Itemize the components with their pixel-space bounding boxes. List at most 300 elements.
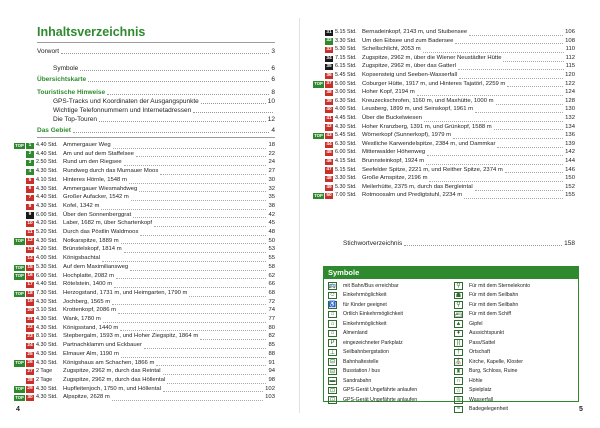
tour-number-badge: 49 — [326, 184, 332, 190]
tour-title: Um den Eibsee und zum Badersee — [362, 37, 454, 44]
tour-number-badge: 8 — [26, 204, 34, 210]
tour-entry[interactable] — [313, 38, 575, 46]
tour-number-badge: 31 — [326, 29, 332, 35]
toc-entry-page: 6 — [271, 65, 275, 72]
tour-page: 24 — [268, 159, 275, 166]
tour-page: 50 — [268, 237, 275, 244]
church-icon: ⛪ — [454, 359, 463, 366]
tour-number-badge: 46 — [326, 158, 332, 164]
train-alt-icon: ⚲ — [454, 301, 463, 309]
toc-entry[interactable] — [37, 88, 275, 97]
tour-duration: 5.30 Std. — [335, 183, 357, 190]
tour-duration: 3.00 Std. — [335, 89, 357, 96]
tour-entry[interactable] — [313, 141, 575, 149]
symbol-legend-label: Badegelegenheit — [469, 406, 508, 413]
leader-dots — [113, 144, 267, 149]
tour-duration: 4.40 Std. — [36, 281, 58, 288]
tour-title: Seefelder Spitze, 2221 m, und Reither Spitze, 2374 m — [362, 166, 503, 173]
tour-title: Wank, 1780 m — [63, 316, 101, 322]
tour-number-badge: 47 — [326, 167, 332, 173]
tour-duration: 4.45 Std. — [335, 115, 357, 121]
tour-duration: 4.10 Std. — [36, 176, 58, 183]
toc-entry-label: Die Top-Touren — [53, 116, 97, 123]
tour-number-badge: 35 — [326, 64, 332, 70]
tour-entry[interactable] — [313, 149, 575, 157]
person-icon: ☗ — [455, 292, 462, 299]
tour-page: 110 — [565, 46, 575, 53]
child-stroller-icon: ♿ — [328, 302, 337, 309]
tour-page: 30 — [268, 176, 275, 183]
tour-entry[interactable] — [14, 142, 275, 150]
tour-number-badge: 7 — [26, 195, 34, 201]
symbol-legend-label: Für mit dem Schiff — [469, 311, 511, 318]
tour-page: 77 — [268, 316, 275, 322]
tour-number-badge: 22 — [27, 325, 33, 331]
tour-number-badge: 37 — [326, 81, 332, 87]
symbol-legend-label: Für mit dem Sternelekonto — [469, 282, 531, 289]
tour-duration: 5.20 Std. — [36, 229, 58, 235]
tour-page: 53 — [268, 246, 275, 253]
summit-icon: ▲ — [455, 320, 462, 327]
tour-entry[interactable] — [313, 115, 575, 123]
tour-number-badge: 10 — [27, 221, 33, 226]
symbol-legend-row — [328, 367, 453, 377]
symbol-legend-row — [328, 376, 453, 386]
tour-number-badge: 33 — [326, 46, 332, 52]
symbol-legend-row — [328, 329, 453, 339]
badge-spacer — [14, 212, 25, 218]
tour-entry[interactable] — [14, 394, 275, 402]
tour-entry[interactable] — [313, 81, 575, 89]
toc-entry-label: Wichtige Telefonnummern und Internetadressen — [53, 107, 192, 114]
tour-number-badge: 42 — [326, 124, 332, 130]
tour-title: Stepbergalm, 1593 m, und Hoher Ziegspitz, 1864 m — [63, 333, 199, 340]
tour-duration: 8.10 Std. — [36, 333, 58, 340]
badge-spacer — [14, 169, 25, 175]
top-tour-badge: TOP — [15, 273, 24, 279]
tour-entry[interactable] — [14, 238, 275, 246]
tour-number-badge: 41 — [326, 115, 332, 121]
tour-number-badge: 11 — [27, 229, 33, 235]
toc-entry-page: 3 — [271, 48, 275, 55]
tour-duration: 4.40 Std. — [36, 194, 58, 201]
title-rule — [37, 42, 275, 43]
tour-title: Alpspitze, 2628 m — [63, 394, 110, 401]
tour-entry[interactable] — [14, 368, 275, 376]
leader-dots — [112, 396, 263, 401]
leader-dots — [156, 361, 266, 366]
tour-title: Partnachklamm und Eckbauer — [63, 342, 142, 349]
tour-duration: 4.30 Std. — [36, 316, 58, 322]
tour-duration: 4.30 Std. — [36, 394, 58, 401]
tour-number-badge: 19 — [27, 299, 33, 305]
tour-page: 128 — [565, 97, 575, 104]
tour-entry[interactable] — [14, 246, 275, 254]
badge-spacer — [313, 90, 324, 96]
train-icon: ▬ — [329, 377, 336, 384]
tour-duration: 5.00 Std. — [335, 80, 357, 87]
tour-number-badge: 12 — [27, 238, 33, 244]
tour-page: 32 — [268, 185, 275, 192]
top-tour-badge: TOP — [15, 264, 24, 270]
badge-spacer — [313, 56, 324, 62]
leader-dots — [130, 266, 266, 271]
tour-duration: 4.20 Std. — [36, 220, 58, 227]
symbol-legend-row — [454, 281, 579, 291]
symbol-legend-row — [328, 338, 453, 348]
tour-entry[interactable] — [313, 124, 575, 132]
tour-number-badge: 13 — [27, 247, 33, 253]
tour-title: Bernadeinkopf, 2143 m, und Stuibensee — [362, 29, 468, 35]
tour-page: 155 — [565, 192, 575, 199]
tour-page: 48 — [268, 229, 275, 235]
leader-dots — [133, 213, 266, 218]
tour-entry[interactable] — [14, 342, 275, 350]
tour-title: Wörnerkopf (Sunnerkopf), 1979 m — [362, 132, 452, 139]
tour-entry[interactable] — [14, 255, 275, 263]
tour-title: Rundweg durch das Murnauer Moos — [63, 168, 159, 175]
badge-spacer — [313, 176, 324, 182]
badge-spacer — [313, 185, 324, 191]
badge-spacer — [14, 343, 25, 349]
tour-page: 124 — [565, 89, 575, 96]
symbol-legend-label: Sandrabahn — [343, 377, 372, 384]
badge-spacer — [14, 369, 25, 375]
tour-title: Hochplatte, 2082 m — [63, 272, 115, 279]
tour-title: Schellschlicht, 2053 m — [362, 46, 421, 53]
toc-entry-label: Übersichtskarte — [37, 76, 87, 83]
leader-dots — [73, 126, 269, 133]
symbol-legend-row — [328, 386, 453, 396]
tour-title: Brünstelskopf, 1814 m — [63, 246, 122, 253]
leader-dots — [496, 100, 564, 105]
badge-spacer — [14, 299, 25, 305]
symbol-legend-row — [328, 395, 453, 405]
tour-duration: 4.30 Std. — [36, 298, 58, 305]
leader-dots — [201, 97, 266, 104]
symbol-legend-row — [454, 291, 579, 301]
symbol-legend-label: Bahnhaltestelle — [343, 358, 379, 365]
tour-number-badge: 3 — [26, 160, 34, 166]
badge-spacer — [313, 99, 324, 105]
toc-title: Inhaltsverzeichnis — [37, 25, 146, 39]
leader-dots — [455, 39, 563, 44]
cave-icon: ∩ — [454, 377, 463, 385]
tour-entry[interactable] — [313, 72, 575, 80]
tour-entry[interactable] — [14, 159, 275, 167]
leader-dots — [424, 117, 563, 122]
tour-number-badge: 16 — [27, 273, 33, 279]
leader-dots — [163, 387, 263, 392]
badge-spacer — [14, 308, 25, 314]
leader-dots — [124, 248, 267, 253]
tour-duration: 5.45 Std. — [335, 72, 357, 78]
tour-duration: 4.30 Std. — [36, 350, 58, 357]
tour-duration: 5.30 Std. — [36, 263, 58, 270]
tour-entry[interactable] — [313, 192, 575, 200]
leader-dots — [503, 57, 563, 62]
tour-number-badge: 48 — [326, 175, 332, 181]
tour-number-badge: 21 — [27, 316, 33, 322]
badge-spacer — [14, 204, 25, 210]
tour-entry[interactable] — [14, 316, 275, 324]
tour-duration: 4.40 Std. — [36, 142, 58, 148]
top-tour-badge: TOP — [15, 238, 24, 244]
symbol-legend-label: Burg, Schloss, Ruine — [469, 368, 518, 375]
symbol-legend-row — [454, 329, 579, 339]
tour-duration: 4.00 Std. — [335, 106, 357, 113]
toc-entry[interactable] — [37, 126, 275, 135]
leader-dots — [61, 47, 269, 54]
symbol-legend-label: Busstation / bus — [343, 368, 380, 375]
leader-dots — [116, 274, 266, 279]
tour-title: Ammergauer Wiesmahdweg — [63, 185, 138, 192]
tour-title: Über den Sonnenberggrat — [63, 211, 132, 218]
toc-entry[interactable] — [53, 97, 275, 106]
tour-entry[interactable] — [14, 351, 275, 359]
tour-duration: 4.30 Std. — [36, 324, 58, 331]
tour-entry[interactable] — [14, 212, 275, 220]
bath-icon: ≈ — [454, 406, 463, 414]
bus-stop-icon: ⊟ — [329, 368, 336, 375]
tour-entry[interactable] — [313, 106, 575, 114]
tour-entry[interactable] — [313, 63, 575, 71]
badge-spacer — [313, 107, 324, 113]
tour-entry[interactable] — [14, 386, 275, 394]
symbol-legend-row — [454, 338, 579, 348]
tour-number-badge: 28 — [27, 377, 33, 383]
tour-entry[interactable] — [14, 273, 275, 281]
tour-entry[interactable] — [14, 333, 275, 341]
toc-entry[interactable] — [53, 64, 275, 73]
leader-dots — [505, 168, 563, 173]
tour-page: 94 — [268, 368, 275, 375]
leader-dots — [429, 177, 563, 182]
tour-number-badge: 6 — [26, 186, 34, 192]
symbol-legend-label: eingezeichneter Parkplatz — [343, 339, 403, 346]
tour-entry[interactable] — [313, 175, 575, 183]
symbol-legend-row — [328, 291, 453, 301]
ship-icon: ⛴ — [454, 311, 463, 318]
tour-page: 152 — [565, 183, 575, 190]
toc-entry[interactable] — [37, 75, 275, 84]
tour-duration: 6.00 Std. — [36, 272, 58, 279]
tour-duration: 3.30 Std. — [335, 175, 357, 182]
tour-duration: 7.15 Std. — [335, 54, 357, 61]
tour-title: Ammergauer Weg — [63, 142, 111, 148]
leader-dots — [114, 283, 266, 288]
toc-entry-label: Symbole — [53, 65, 79, 72]
index-entry[interactable] — [343, 239, 575, 248]
tour-page: 134 — [565, 123, 575, 130]
tour-title: Mittenwalder Höhenweg — [362, 149, 426, 156]
symbol-legend-label: Gipfel — [469, 320, 483, 327]
symbol-legend-row — [328, 300, 453, 310]
tour-page: 136 — [565, 132, 575, 139]
tour-entry[interactable] — [14, 177, 275, 185]
tour-number-badge: 36 — [326, 72, 332, 78]
tour-entry[interactable] — [14, 290, 275, 298]
tour-duration: 4.15 Std. — [335, 158, 357, 164]
tour-title: Westliche Karwendelspitze, 2384 m, und Dammkar — [362, 140, 496, 147]
tour-entry[interactable] — [313, 98, 575, 106]
toc-entry[interactable] — [37, 47, 275, 56]
leader-dots — [99, 115, 266, 122]
tour-title: Brunnsteinkopf, 1924 m — [362, 158, 425, 164]
leader-dots — [160, 170, 266, 175]
toc-entry-label: GPS-Tracks und Koordinaten der Ausgangspunkte — [53, 98, 199, 105]
tour-entry[interactable] — [313, 132, 575, 140]
tour-entry[interactable] — [313, 29, 575, 37]
symbol-legend-label: Seilbahnbergstation — [343, 349, 389, 356]
tour-title: Kopsensteig und Seeben-Wasserfall — [362, 72, 458, 78]
tour-number-badge: 45 — [326, 150, 332, 156]
tour-page: 120 — [565, 72, 575, 78]
tour-page: 112 — [565, 54, 575, 61]
tour-title: Krottenkopf, 2086 m — [63, 307, 117, 314]
tour-entry[interactable] — [14, 360, 275, 368]
tour-entry[interactable] — [14, 151, 275, 159]
tour-duration: 4.30 Std. — [335, 123, 357, 130]
symbols-column-right — [454, 281, 579, 414]
tour-page: 91 — [268, 359, 275, 366]
symbols-column-left — [328, 281, 453, 405]
leader-dots — [102, 257, 266, 262]
leader-dots — [103, 318, 267, 323]
symbol-legend-row — [328, 310, 453, 320]
tour-entry[interactable] — [14, 281, 275, 289]
symbol-legend-row — [454, 310, 579, 320]
leader-dots — [120, 326, 266, 331]
tour-number-badge: 40 — [326, 107, 332, 113]
badge-spacer — [14, 334, 25, 340]
tour-entry[interactable] — [14, 203, 275, 211]
tour-duration: 4.20 Std. — [36, 246, 58, 253]
tour-page: 130 — [565, 106, 575, 113]
tour-title: Rötelstein, 1400 m — [63, 281, 113, 288]
tour-entry[interactable] — [14, 299, 275, 307]
tour-number-badge: 4 — [26, 169, 34, 175]
tour-entry[interactable] — [313, 158, 575, 166]
badge-spacer — [313, 73, 324, 79]
tour-number-badge: 2 — [26, 151, 34, 157]
tour-entry[interactable] — [14, 186, 275, 194]
top-tour-badge: TOP — [314, 81, 323, 87]
badge-spacer — [14, 247, 25, 253]
tour-title: Jochberg, 1565 m — [63, 298, 111, 305]
badge-spacer — [14, 317, 25, 323]
pass-icon: )( — [454, 339, 463, 347]
tour-duration: 6.15 Std. — [335, 63, 357, 70]
tour-number-badge: 43 — [326, 132, 332, 138]
toc-entry[interactable] — [53, 115, 275, 124]
symbol-legend-row — [454, 376, 579, 386]
leader-dots — [404, 239, 562, 246]
tour-page: 106 — [565, 29, 575, 35]
tour-page: 103 — [265, 394, 275, 401]
leader-dots — [136, 152, 266, 157]
badge-spacer — [313, 159, 324, 165]
tour-entry[interactable] — [313, 167, 575, 175]
tour-number-badge: 17 — [27, 281, 33, 287]
symbol-legend-row — [328, 319, 453, 329]
tour-number-badge: 23 — [27, 334, 33, 340]
tour-entry[interactable] — [14, 194, 275, 202]
badge-spacer — [14, 151, 25, 157]
symbol-legend-label: für Kinder geeignet — [343, 301, 387, 308]
tour-page: 122 — [565, 80, 575, 87]
symbol-legend-row — [454, 319, 579, 329]
tour-title: Große Arnspitze, 2196 m — [362, 175, 428, 182]
top-tour-badge: TOP — [15, 142, 24, 148]
toc-entry[interactable] — [53, 106, 275, 115]
symbol-legend-label: mit Bahn/Bus erreichbar — [343, 282, 399, 289]
inn-icon: ⌂ — [328, 320, 337, 328]
tour-page: 45 — [268, 220, 275, 227]
busstop-icon: ⊟ — [329, 359, 336, 366]
tour-entry[interactable] — [313, 55, 575, 63]
tour-entry[interactable] — [313, 184, 575, 192]
badge-spacer — [14, 178, 25, 184]
tour-entry[interactable] — [14, 264, 275, 272]
tour-number-badge: 50 — [326, 193, 332, 199]
badge-spacer — [14, 230, 25, 236]
tour-entry[interactable] — [14, 325, 275, 333]
symbol-legend-label: Höhle — [469, 377, 483, 384]
cablecar-icon: ⊥ — [329, 349, 336, 356]
tour-duration: 2 Tage — [36, 368, 53, 375]
tour-duration: 6.30 Std. — [335, 140, 357, 147]
tour-title: Rotmoosalm und Predigtstuhl, 2234 m — [362, 192, 463, 199]
tour-duration: 7.00 Std. — [335, 192, 357, 199]
tour-duration: 7.30 Std. — [36, 289, 58, 296]
tour-duration: 2.50 Std. — [36, 159, 58, 166]
tour-number-badge: 15 — [27, 264, 33, 270]
toc-entry-page: 10 — [267, 98, 275, 105]
leader-dots — [140, 231, 266, 236]
tour-page: 66 — [268, 281, 275, 288]
toc-entry-page: 12 — [267, 116, 275, 123]
tour-entry[interactable] — [14, 307, 275, 315]
leader-dots — [129, 179, 267, 184]
tour-page: 85 — [268, 342, 275, 349]
tour-entry[interactable] — [14, 168, 275, 176]
tour-duration: 5.15 Std. — [335, 29, 357, 35]
toc-entry-page: 8 — [271, 89, 275, 96]
badge-spacer — [313, 116, 324, 122]
tour-page: 146 — [565, 166, 575, 173]
tour-duration: 4.30 Std. — [36, 359, 58, 366]
symbol-legend-label: GPS-Gerät Ungefährte anlaufen — [343, 387, 418, 394]
tour-entry[interactable] — [14, 220, 275, 228]
leader-dots — [464, 194, 563, 199]
leader-dots — [453, 134, 563, 139]
tour-entry[interactable] — [14, 229, 275, 237]
tour-entry[interactable] — [14, 377, 275, 385]
leader-dots — [112, 300, 266, 305]
tour-entry[interactable] — [313, 89, 575, 97]
leader-dots — [139, 187, 266, 192]
tour-title: Königsbachtal — [63, 255, 101, 262]
section-rule — [37, 137, 275, 138]
leader-dots — [507, 82, 563, 87]
toc-entry-page: 6 — [271, 76, 275, 83]
tour-entry[interactable] — [313, 46, 575, 54]
leader-dots — [163, 370, 267, 375]
badge-spacer — [14, 221, 25, 227]
symbol-legend-row — [454, 367, 579, 377]
symbol-legend-row — [328, 357, 453, 367]
